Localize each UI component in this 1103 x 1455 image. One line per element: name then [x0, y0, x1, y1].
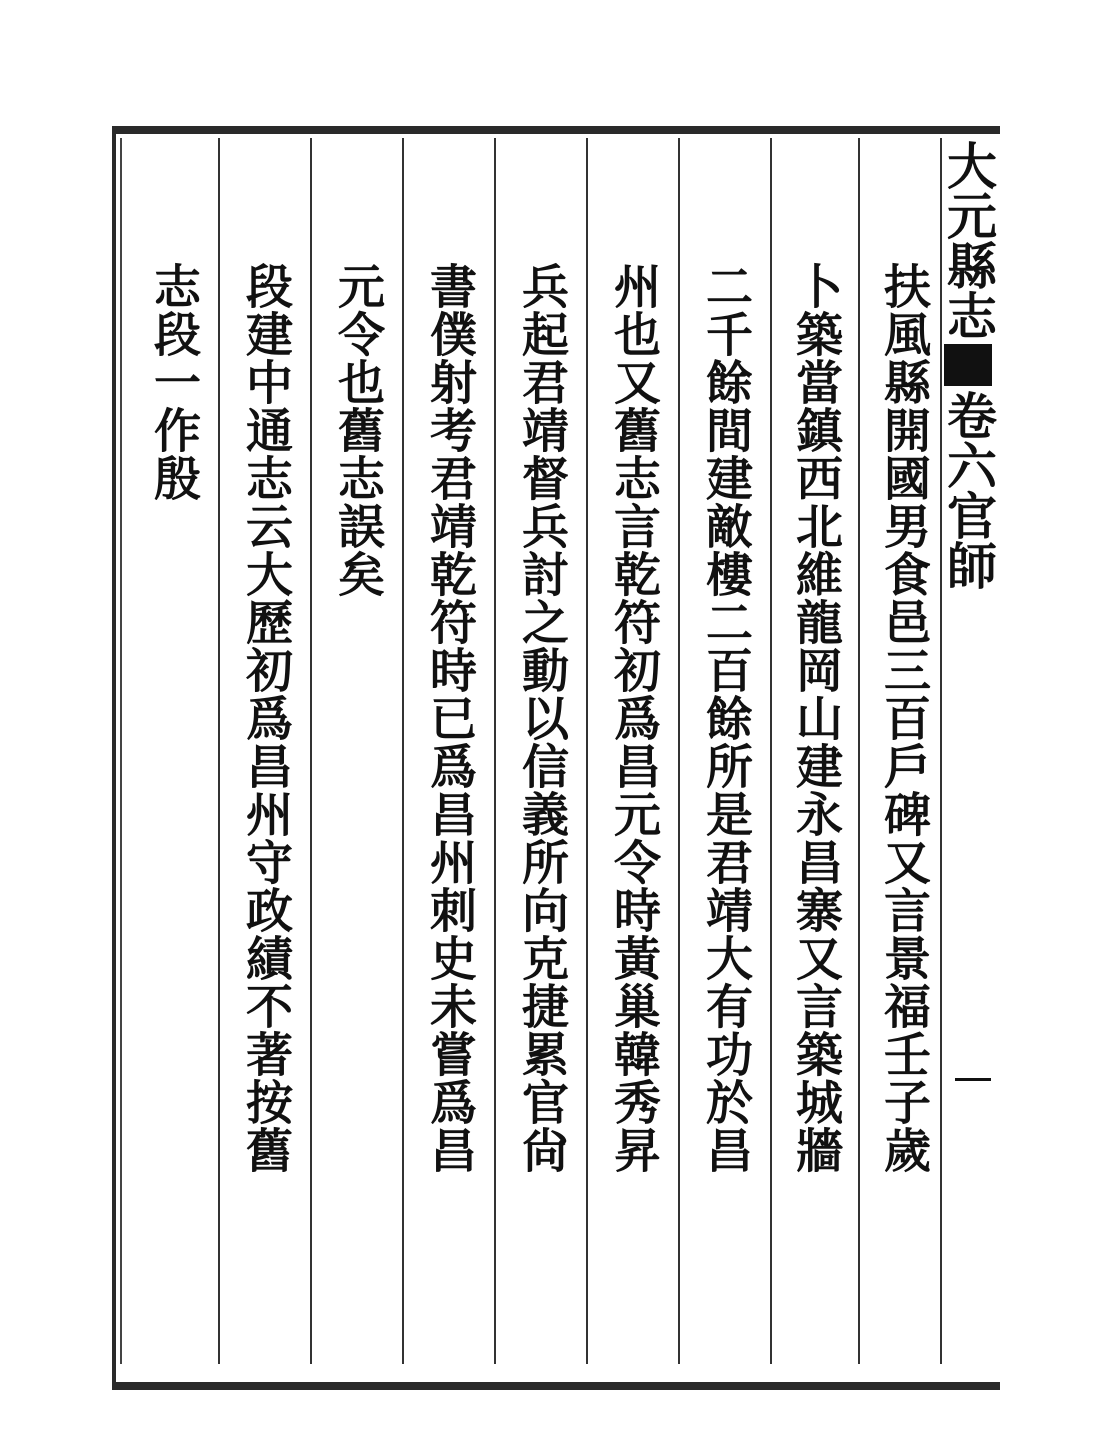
text-column-4: 州也又舊志言乾符初爲昌元令時黃巢韓秀昇	[606, 262, 661, 1174]
text-column-9: 志段一作殷	[146, 262, 201, 502]
page-number-mark	[955, 1078, 991, 1081]
column-rule	[218, 138, 220, 1364]
ink-block	[944, 344, 992, 386]
volume-title: 卷六官師	[939, 390, 998, 590]
book-title: 大元縣志	[939, 140, 998, 340]
text-column-6: 書僕射考君靖乾符時已爲昌州刺史未嘗爲昌	[422, 262, 477, 1174]
column-rule	[402, 138, 404, 1364]
margin-title	[938, 140, 998, 660]
column-rule	[494, 138, 496, 1364]
text-column-8: 段建中通志云大歷初爲昌州守政績不著按舊	[238, 262, 293, 1174]
text-column-1: 扶風縣開國男食邑三百戶碑又言景福壬子歲	[876, 262, 931, 1174]
text-column-5: 兵起君靖督兵討之動以信義所向克捷累官尙	[514, 262, 569, 1174]
column-rule	[858, 138, 860, 1364]
text-column-3: 二千餘間建敵樓二百餘所是君靖大有功於昌	[698, 262, 753, 1174]
column-rule	[586, 138, 588, 1364]
column-rule	[310, 138, 312, 1364]
text-column-2: 卜築當鎮西北維龍岡山建永昌寨又言築城牆	[788, 262, 843, 1174]
column-rule	[770, 138, 772, 1364]
column-rule	[678, 138, 680, 1364]
text-column-7: 元令也舊志誤矣	[330, 262, 385, 598]
